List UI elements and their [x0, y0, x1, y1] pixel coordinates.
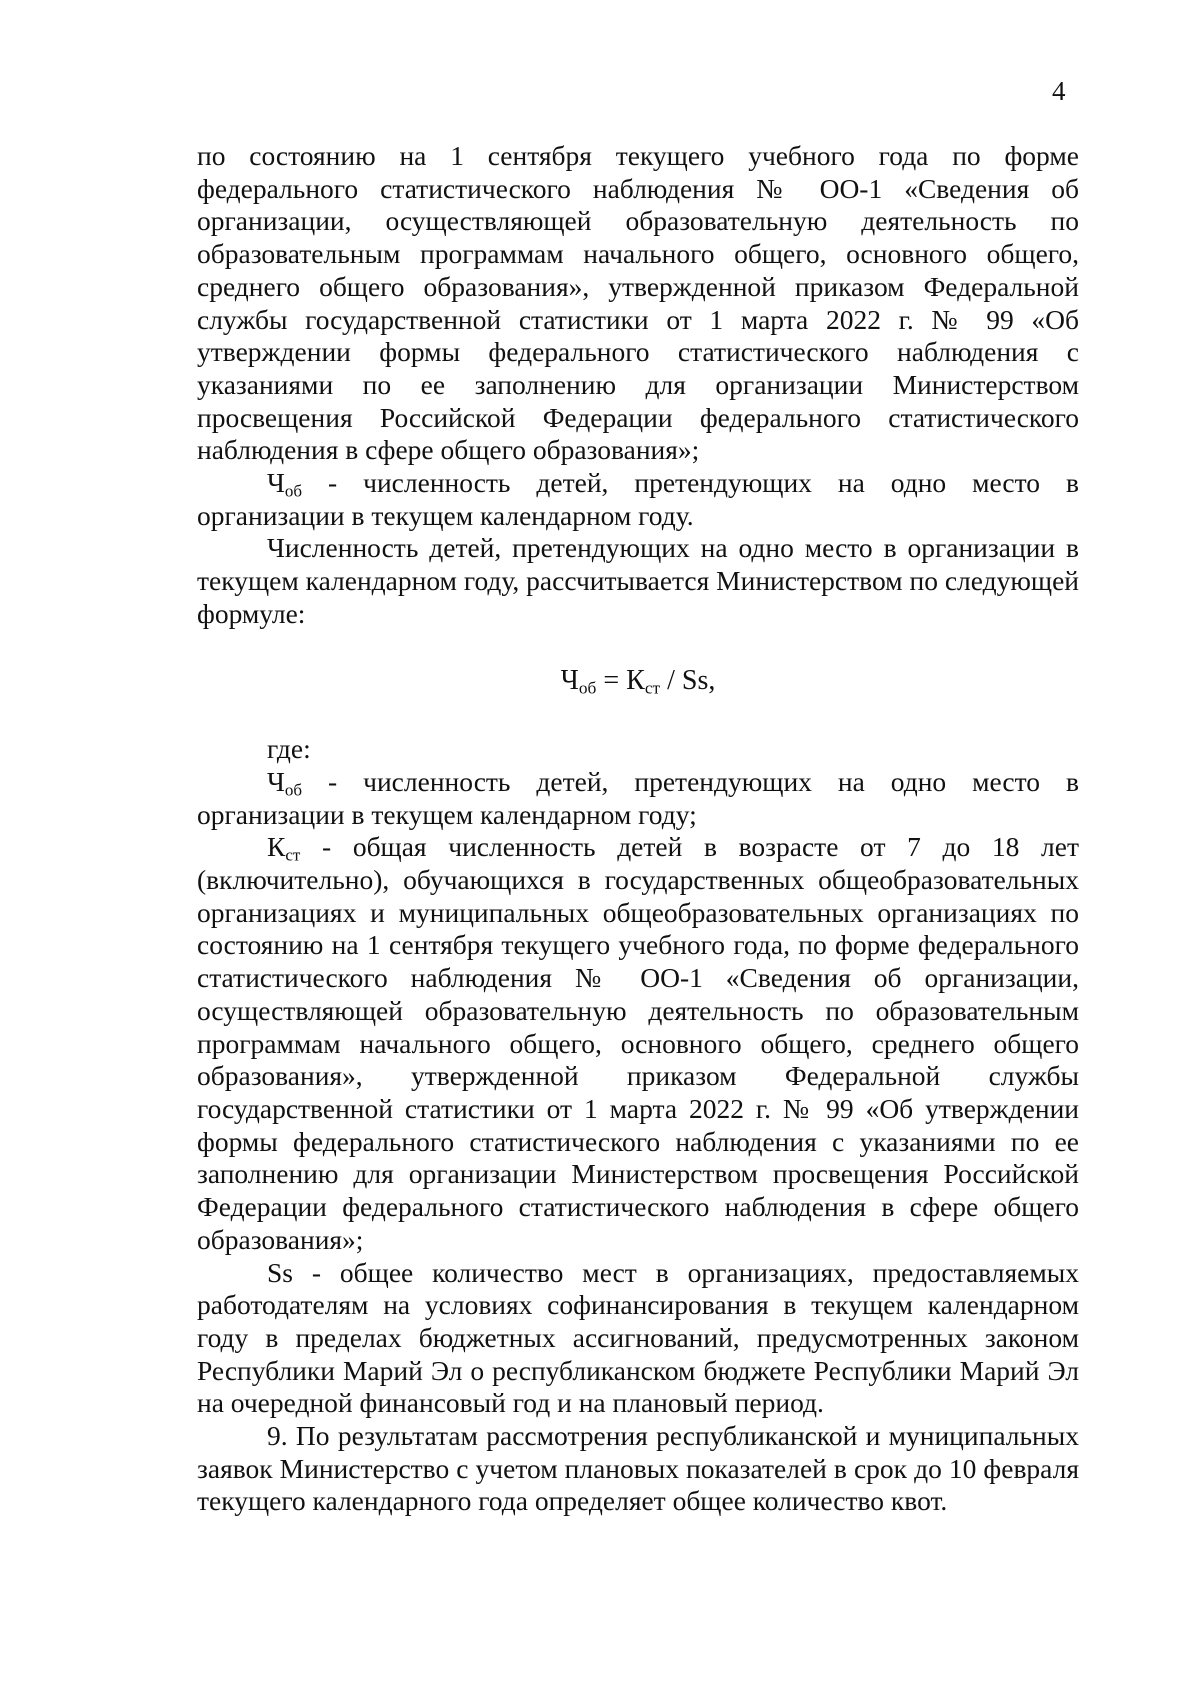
subscript-ob-2: об: [284, 780, 303, 800]
formula-tail: / Ss,: [660, 664, 716, 696]
document-body: [197, 140, 1079, 1518]
symbol-ch: Ч: [267, 467, 285, 499]
paragraph-definition-chob: [197, 467, 1079, 532]
paragraph-continuation: по состоянию на 1 сентября текущего учебного года по форме федерального статистического наблюдения № ОО-1 «Сведения об организации, осуществляющей образовательную деятельность по образовательным программам начального общего, основного общего, среднего общего образования», утвержденной приказом Федеральной службы государственной статистики от 1 марта 2022 г. № 99 «Об утверждении формы федерального статистического наблюдения с указаниями по ее заполнению для организации Министерством просвещения Российской Федерации федерального статистического наблюдения в сфере общего образования»;: [197, 140, 1079, 466]
paragraph-formula-intro: Численность детей, претендующих на одно место в организации в текущем календарном году, рассчитывается Министерством по следующей формуле:: [197, 532, 1079, 629]
formula-lhs: Ч: [560, 664, 579, 696]
where-label: где:: [267, 733, 311, 765]
definition-text: - численность детей, претендующих на одно место в организации в текущем календарном году.: [197, 467, 1079, 531]
symbol-ch-2: Ч: [267, 765, 285, 797]
symbol-k: К: [267, 831, 286, 863]
definition-text-3: - общая численность детей в возрасте от 7 до 18 лет (включительно), обучающихся в государственных общеобразовательных организациях и муниципальных общеобразовательных организациях по состоянию на 1 сентября текущего учебного года, по форме федерального статистического наблюдения № ОО-1 «Сведения об организации, осуществляющей образовательную деятельность по образовательным программам начального общего, основного общего, среднего общего образования», утвержденной приказом Федеральной службы государственной статистики от 1 марта 2022 г. № 99 «Об утверждении формы федерального статистического наблюдения с указаниями по ее заполнению для организации Министерством просвещения Российской Федерации федерального статистического наблюдения в сфере общего образования»;: [197, 831, 1079, 1255]
subscript-ob: об: [284, 481, 303, 501]
formula: [197, 665, 1079, 698]
page-number: 4: [1052, 76, 1066, 106]
definition-text-2: - численность детей, претендующих на одно место в организации в текущем календарном году;: [197, 765, 1079, 830]
formula-rhs-sub: ст: [644, 677, 661, 697]
paragraph-definition-kst: [197, 831, 1079, 1256]
formula-lhs-sub: об: [578, 677, 597, 697]
formula-eq: = К: [596, 664, 645, 696]
paragraph-definition-ss: Ss - общее количество мест в организациях, предоставляемых работодателям на условиях софинансирования в текущем календарном году в пределах бюджетных ассигнований, предусмотренных законом Республики Марий Эл о республиканском бюджете Республики Марий Эл на очередной финансовый год и на плановый период.: [197, 1256, 1079, 1419]
subscript-st: ст: [285, 845, 301, 865]
paragraph-item-9: 9. По результатам рассмотрения республиканской и муниципальных заявок Министерство с учетом плановых показателей в срок до 10 февраля текущего календарного года определяет общее количество квот.: [197, 1420, 1079, 1517]
paragraph-definition-chob-2: [197, 766, 1079, 831]
